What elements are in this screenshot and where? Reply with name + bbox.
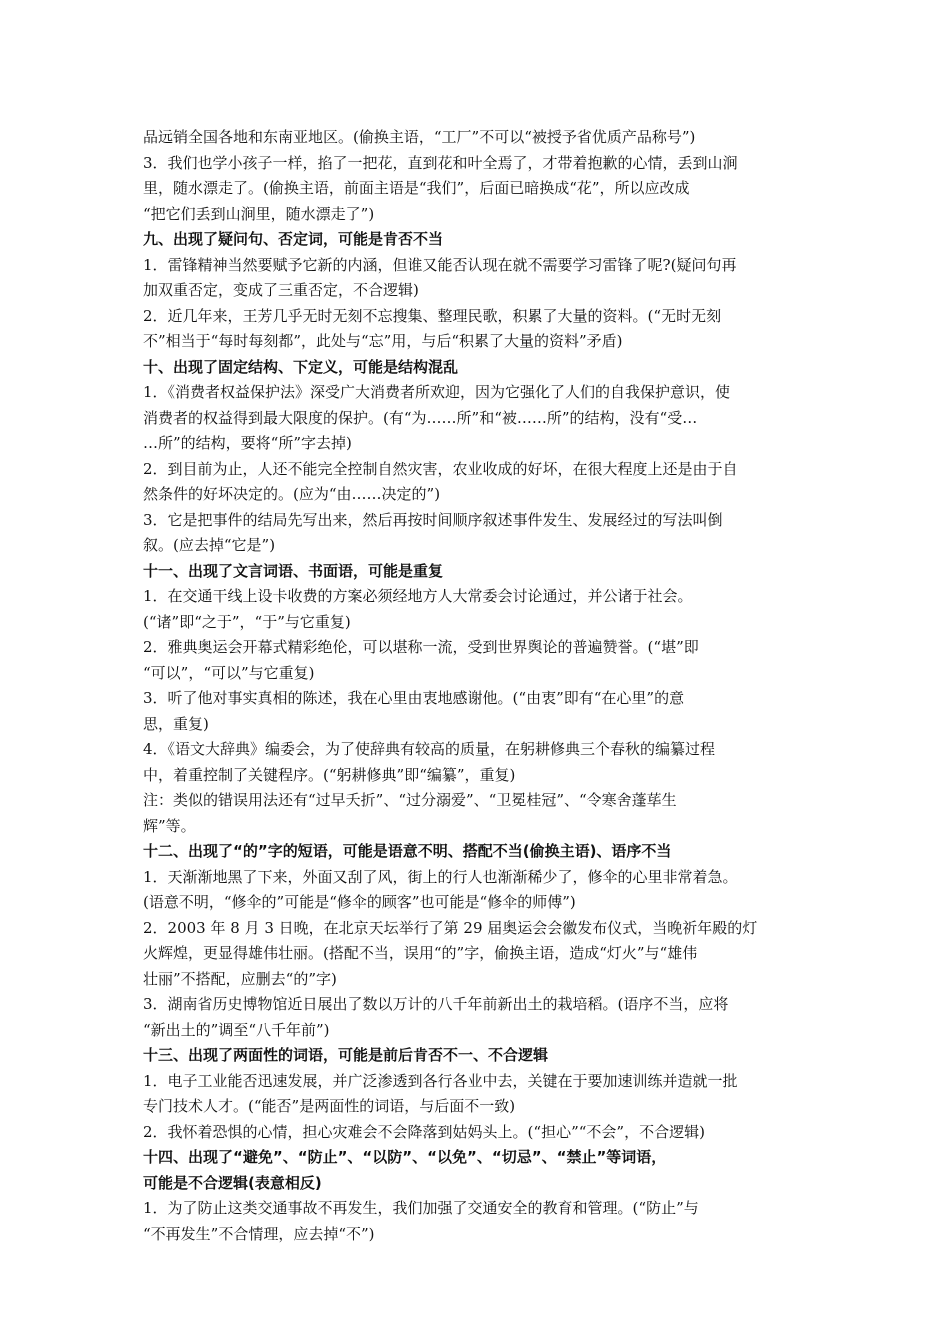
section-heading: 十一、出现了文言词语、书面语，可能是重复 [143, 561, 444, 580]
text-line: 3．湖南省历史博物馆近日展出了数以万计的八千年前新出土的栽培稻。(语序不当，应将 [143, 995, 729, 1013]
text-line: 里，随水漂走了。(偷换主语，前面主语是“我们”，后面已暗换成“花”，所以应改成 [143, 179, 690, 197]
text-line: “不再发生”不合情理，应去掉“不”) [143, 1224, 375, 1243]
text-line: 火辉煌，更显得雄伟壮丽。(搭配不当，误用“的”字，偷换主语，造成“灯火”与“雄伟 [143, 944, 698, 962]
document-page [143, 125, 815, 1247]
text-line: 叙。(应去掉“它是”) [143, 536, 276, 554]
section-heading: 十四、出现了“避免”、“防止”、“以防”、“以免”、“切忌”、“禁止”等词语， [143, 1148, 667, 1166]
text-line: 品远销全国各地和东南亚地区。(偷换主语，“工厂”不可以“被授予省优质产品称号”) [143, 128, 696, 146]
section-heading: 可能是不合逻辑(表意相反) [143, 1173, 322, 1192]
text-line: “新出土的”调至“八千年前”) [143, 1020, 330, 1039]
text-line: 不”相当于“每时每刻都”，此处与“忘”用，与后“积累了大量的资料”矛盾) [143, 332, 623, 350]
text-line: …所”的结构，要将“所”字去掉) [143, 434, 352, 452]
text-line: 思，重复) [143, 714, 209, 733]
text-line: 4．《语文大辞典》编委会，为了使辞典有较高的质量，在躬耕修典三个春秋的编纂过程 [143, 740, 716, 758]
text-line: 3．我们也学小孩子一样，掐了一把花，直到花和叶全焉了，才带着抱歉的心情，丢到山涧 [143, 153, 738, 172]
text-line: 1．电子工业能否迅速发展，并广泛渗透到各行各业中去，关键在于要加速训练并造就一批 [143, 1071, 738, 1090]
text-line: 2．近几年来，王芳几乎无时无刻不忘搜集、整理民歌，积累了大量的资料。(“无时无刻 [143, 306, 722, 325]
text-line: 注：类似的错误用法还有“过早夭折”、“过分溺爱”、“卫冕桂冠”、“令寒舍蓬荜生 [143, 791, 677, 809]
text-line: 辉”等。 [143, 816, 196, 835]
text-line: 加双重否定，变成了三重否定，不合逻辑) [143, 281, 419, 299]
text-line: (语意不明，“修伞的”可能是“修伞的顾客”也可能是“修伞的师傅”) [143, 893, 576, 911]
text-line: 2．2003 年 8 月 3 日晚，在北京天坛举行了第 29 届奥运会会徽发布仪式，当晚祈年殿的灯 [143, 918, 758, 937]
text-line: 1．《消费者权益保护法》深受广大消费者所欢迎，因为它强化了人们的自我保护意识，使 [143, 383, 731, 401]
text-line: 1．天渐渐地黑了下来，外面又刮了风，街上的行人也渐渐稀少了，修伞的心里非常着急。 [143, 867, 738, 886]
text-line: 2．到目前为止，人还不能完全控制自然灾害，农业收成的好坏，在很大程度上还是由于自 [143, 459, 738, 478]
text-line: 1．为了防止这类交通事故不再发生，我们加强了交通安全的教育和管理。(“防止”与 [143, 1199, 699, 1217]
text-line: 然条件的好坏决定的。(应为“由……决定的”) [143, 485, 441, 503]
text-line: 消费者的权益得到最大限度的保护。(有“为……所”和“被……所”的结构，没有“受… [143, 408, 698, 427]
text-line: 中，着重控制了关键程序。(“躬耕修典”即“编纂”，重复) [143, 765, 516, 784]
text-line: 2．雅典奥运会开幕式精彩绝伦，可以堪称一流，受到世界舆论的普遍赞誉。(“堪”即 [143, 638, 699, 656]
text-line: 3．它是把事件的结局先写出来，然后再按时间顺序叙述事件发生、发展经过的写法叫倒 [143, 510, 723, 529]
text-line: 1．雷锋精神当然要赋予它新的内涵，但谁又能否认现在就不需要学习雷锋了呢?(疑问句再 [143, 255, 737, 274]
text-line: “可以”，“可以”与它重复) [143, 663, 315, 682]
text-line: 3．听了他对事实真相的陈述，我在心里由衷地感谢他。(“由衷”即有“在心里”的意 [143, 689, 685, 707]
section-heading: 九、出现了疑问句、否定词，可能是肯否不当 [143, 230, 444, 248]
text-line: 2．我怀着恐惧的心情，担心灾难会不会降落到姑妈头上。(“担心”“不会”，不合逻辑) [143, 1122, 705, 1141]
section-heading: 十三、出现了两面性的词语，可能是前后肯否不一、不合逻辑 [143, 1046, 549, 1064]
text-line: (“诸”即“之于”，“于”与它重复) [143, 612, 351, 631]
section-heading: 十、出现了固定结构、下定义，可能是结构混乱 [143, 357, 459, 376]
text-line: 专门技术人才。(“能否”是两面性的词语，与后面不一致) [143, 1097, 516, 1115]
text-line: “把它们丢到山涧里，随水漂走了”) [143, 204, 375, 223]
text-line: 壮丽”不搭配，应删去“的”字) [143, 969, 337, 988]
section-heading: 十二、出现了“的”字的短语，可能是语意不明、搭配不当(偷换主语)、语序不当 [143, 842, 672, 860]
text-line: 1．在交通干线上设卡收费的方案必须经地方人大常委会讨论通过，并公诸于社会。 [143, 587, 693, 605]
